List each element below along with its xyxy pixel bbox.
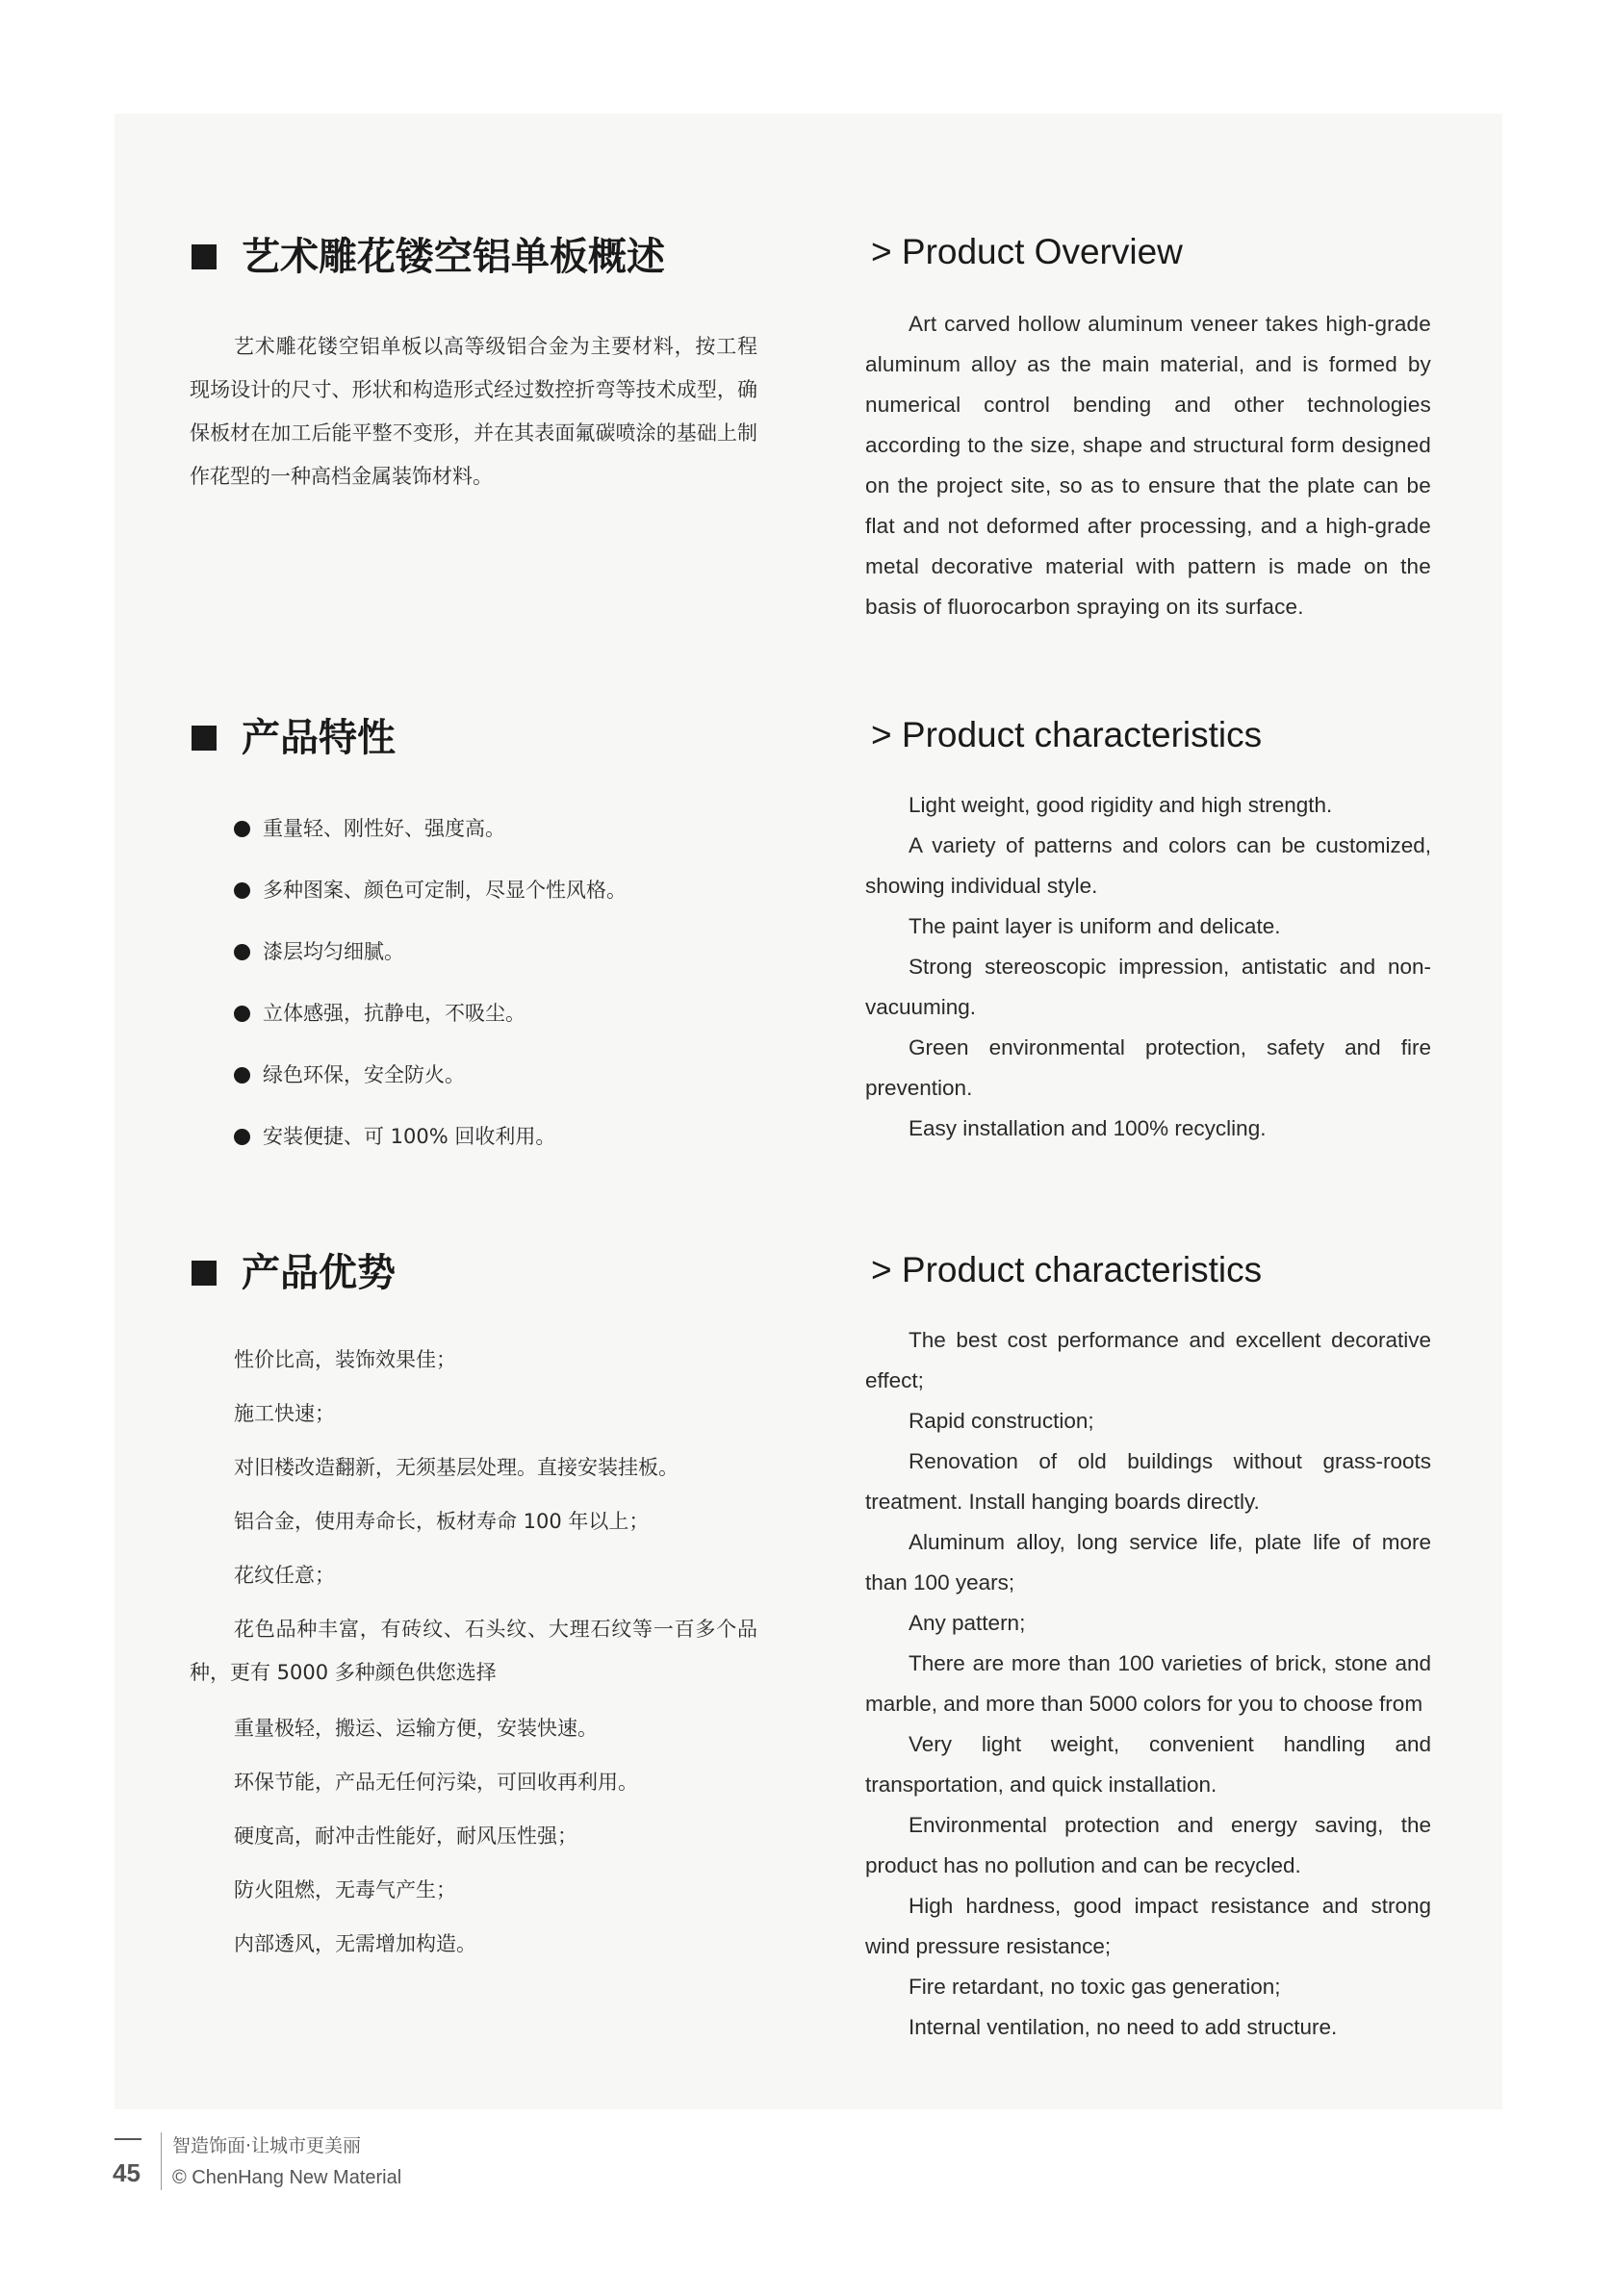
overview-zh-heading [192,230,665,284]
advantages-zh-heading [192,1246,396,1300]
advantages-en-paragraph: Rapid construction; [909,1409,1094,1433]
advantages-en-paragraph: Fire retardant, no toxic gas generation; [909,1975,1281,1999]
list-item: 铝合金，使用寿命长，板材寿命 100 年以上； [234,1510,650,1533]
overview-en-paragraph: Art carved hollow aluminum veneer takes high-grade aluminum alloy as the main material, and is formed by numerical control bending and other technologies according to the size, shape and structural form designed on the project site, so as to ensure that the plate can be flat and not deformed after processing, and a high-grade metal decorative material with pattern is made on the basis of fluorocarbon spraying on its surface. [865,312,1431,619]
bullet-dot-icon [234,821,250,837]
list-item: 绿色环保，安全防火。 [234,1044,627,1106]
list-item: 重量极轻，搬运、运输方便，安装快速。 [234,1717,598,1740]
footer-slogan: 智造饰面·让城市更美丽 [172,2135,362,2156]
overview-en-text [865,304,1431,627]
bullet-dot-icon [234,882,250,899]
advantages-en-title: > Product characteristics [871,1250,1263,1289]
footer-copyright: © ChenHang New Material [172,2167,402,2188]
advantages-en-paragraph: Aluminum alloy, long service life, plate life of more than 100 years; [865,1530,1431,1594]
characteristics-zh-list [234,798,627,1167]
advantages-en-paragraph: Internal ventilation, no need to add structure. [909,2015,1338,2039]
footer-divider [161,2132,162,2190]
list-item: 性价比高，装饰效果佳； [234,1348,456,1371]
bullet-dot-icon [234,1006,250,1022]
bullet-dot-icon [234,1129,250,1145]
characteristics-en-paragraph: Easy installation and 100% recycling. [909,1116,1267,1140]
footer-dash [115,2138,141,2140]
characteristics-en-title: > Product characteristics [871,715,1263,754]
list-item: 多种图案、颜色可定制，尽显个性风格。 [234,859,627,921]
advantages-en-paragraph: Very light weight, convenient handling and transportation, and quick installation. [865,1732,1431,1797]
advantages-en-paragraph: The best cost performance and excellent decorative effect; [865,1328,1431,1392]
overview-zh-title: 艺术雕花镂空铝单板概述 [242,235,665,279]
characteristics-en-text [865,785,1431,1149]
list-item: 立体感强，抗静电，不吸尘。 [234,982,627,1044]
list-item: 安装便捷、可 100% 回收利用。 [234,1106,627,1167]
characteristics-en-paragraph: A variety of patterns and colors can be customized, showing individual style. [865,833,1431,898]
characteristics-zh-title: 产品特性 [242,716,396,760]
advantages-en-text [865,1320,1431,2048]
advantages-en-paragraph: Environmental protection and energy saving, the product has no pollution and can be recycled. [865,1813,1431,1877]
advantages-zh-list [190,1339,757,1977]
square-bullet-icon [192,244,217,269]
list-item: 花色品种丰富，有砖纹、石头纹、大理石纹等一百多个品种，更有 5000 多种颜色供您选择 [190,1618,757,1684]
bullet-dot-icon [234,1067,250,1084]
list-item: 环保节能，产品无任何污染，可回收再利用。 [234,1771,638,1794]
characteristics-en-paragraph: The paint layer is uniform and delicate. [909,914,1281,938]
square-bullet-icon [192,1261,217,1286]
advantages-en-paragraph: Renovation of old buildings without grass-roots treatment. Install hanging boards directly. [865,1449,1431,1514]
list-item: 防火阻燃，无毒气产生； [234,1878,456,1901]
advantages-en-paragraph: High hardness, good impact resistance and strong wind pressure resistance; [865,1894,1431,1958]
bullet-dot-icon [234,944,250,960]
list-item: 花纹任意； [234,1564,335,1587]
square-bullet-icon [192,726,217,751]
list-item: 施工快速； [234,1402,335,1425]
list-item: 对旧楼改造翻新，无须基层处理。直接安装挂板。 [234,1456,679,1479]
list-item: 内部透风，无需增加构造。 [234,1932,476,1955]
advantages-en-paragraph: There are more than 100 varieties of brick, stone and marble, and more than 5000 colors for you to choose from [865,1651,1431,1716]
overview-zh-text: 艺术雕花镂空铝单板以高等级铝合金为主要材料，按工程现场设计的尺寸、形状和构造形式经过数控折弯等技术成型，确保板材在加工后能平整不变形，并在其表面氟碳喷涂的基础上制作花型的一种高档金属装饰材料。 [190,335,757,488]
characteristics-en-paragraph: Light weight, good rigidity and high strength. [909,793,1333,817]
list-item: 硬度高，耐冲击性能好，耐风压性强； [234,1824,577,1848]
list-item: 漆层均匀细腻。 [234,921,627,982]
overview-en-title: > Product Overview [871,232,1183,271]
page-number: 45 [113,2158,141,2187]
characteristics-zh-heading [192,711,396,765]
list-item: 重量轻、刚性好、强度高。 [234,798,627,859]
characteristics-en-paragraph: Strong stereoscopic impression, antistatic and non-vacuuming. [865,955,1431,1019]
advantages-en-paragraph: Any pattern; [909,1611,1026,1635]
advantages-zh-title: 产品优势 [242,1251,396,1295]
characteristics-en-paragraph: Green environmental protection, safety and fire prevention. [865,1035,1431,1100]
